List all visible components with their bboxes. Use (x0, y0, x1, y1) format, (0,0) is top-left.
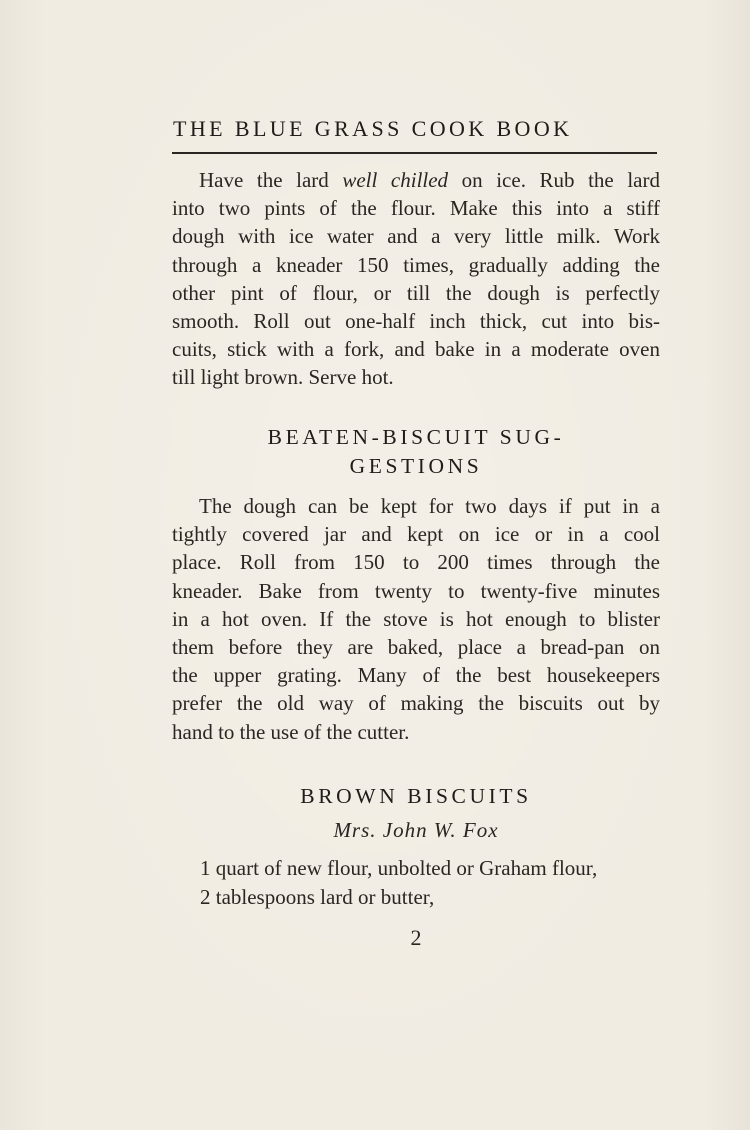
paragraph-line: tightly covered jar and kept on ice or in a cool (172, 522, 660, 547)
running-head: THE BLUE GRASS COOK BOOK (173, 116, 573, 141)
paragraph-line: kneader. Bake from twenty to twenty-five minutes (172, 578, 660, 603)
paragraph-line: the upper grating. Many of the best housekeepers (172, 663, 660, 688)
paragraph-line: place. Roll from 150 to 200 times through the (172, 550, 660, 575)
header-rule (172, 152, 657, 154)
paragraph-line: through a kneader 150 times, gradually adding the (172, 252, 660, 277)
page-number: 2 (410, 925, 422, 950)
paragraph-line: into two pints of the flour. Make this into a stiff (172, 196, 660, 221)
lard-instructions-paragraph (172, 166, 660, 392)
paragraph-line: cuits, stick with a fork, and bake in a moderate oven (172, 337, 660, 362)
paragraph-line: in a hot oven. If the stove is hot enough to blister (172, 606, 660, 631)
section-heading-beaten-biscuit: BEATEN-BISCUIT SUG- (267, 425, 565, 449)
paragraph-line: hand to the use of the cutter. (172, 719, 410, 744)
paragraph-line: smooth. Roll out one-half inch thick, cut into bis- (172, 309, 660, 334)
paragraph-line (172, 166, 660, 194)
section-heading-beaten-biscuit-cont: GESTIONS (349, 454, 483, 478)
paragraph-line: prefer the old way of making the biscuits out by (172, 691, 660, 716)
ingredient-item: 1 quart of new flour, unbolted or Graham flour, (200, 856, 598, 880)
paragraph-line: The dough can be kept for two days if put in a (199, 494, 660, 518)
line-text: Have the lard (199, 168, 343, 192)
ingredient-list (200, 854, 597, 912)
section-heading-brown-biscuits: BROWN BISCUITS (300, 784, 532, 808)
ingredient-item: 2 tablespoons lard or butter, (200, 885, 435, 909)
recipe-byline: Mrs. John W. Fox (333, 818, 499, 842)
paragraph-line: till light brown. Serve hot. (172, 365, 394, 390)
paragraph-line: dough with ice water and a very little milk. Work (172, 224, 660, 249)
emphasis-text: well chilled (342, 168, 449, 192)
beaten-biscuit-paragraph (172, 492, 660, 746)
paragraph-line: other pint of flour, or till the dough is perfectly (172, 280, 660, 305)
line-text: on ice. Rub the lard (448, 168, 660, 192)
paragraph-line: them before they are baked, place a bread-pan on (172, 635, 660, 660)
